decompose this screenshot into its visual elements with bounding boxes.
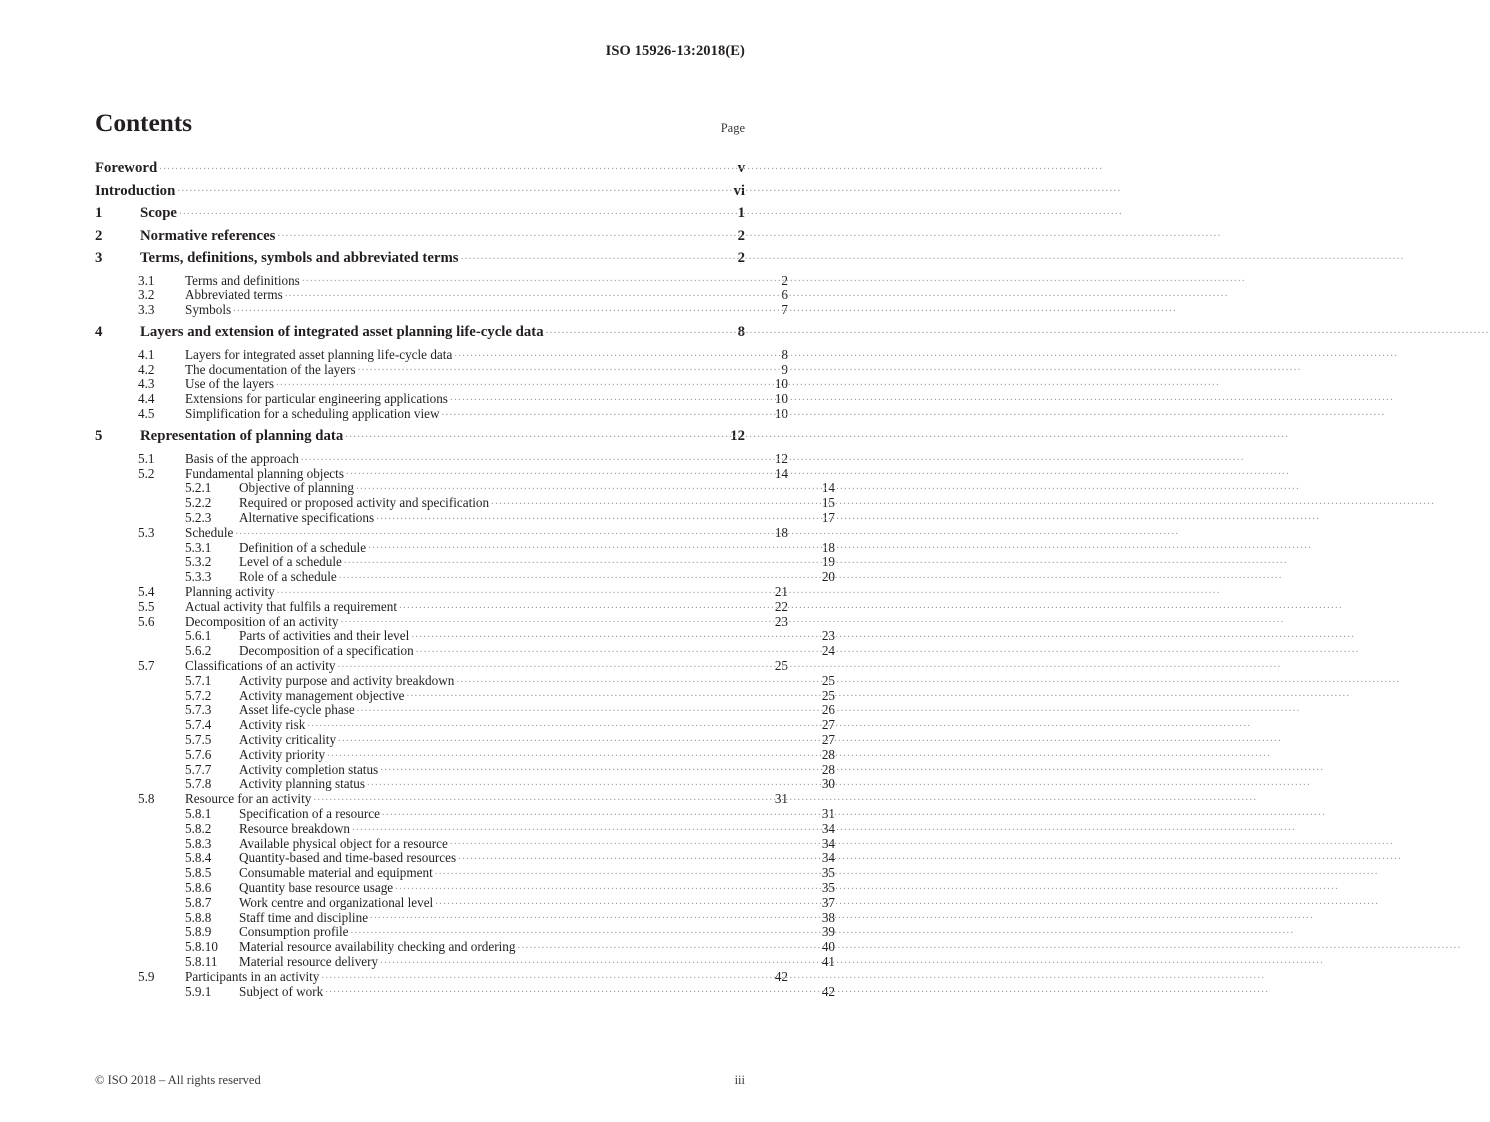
toc-entry-title: Fundamental planning objects [185,465,344,481]
toc-entry-page: 26 [821,702,835,718]
toc-dot-leader [411,624,815,640]
toc-entry-number: 5.9 [138,968,155,984]
toc-dot-leader [301,447,768,463]
toc-dot-leader [179,201,725,217]
toc-dot-leader [340,610,768,626]
toc-dot-leader [321,965,768,981]
toc-entry-number: 4.5 [138,406,155,422]
toc-entry-page: 30 [821,776,835,792]
toc-entry-page: 27 [821,717,835,733]
toc-entry-number: 5 [95,428,103,445]
toc-entry-title: Required or proposed activity and specification [239,495,490,511]
toc-entry-number: 1 [95,205,103,221]
toc-dot-leader [276,372,768,388]
toc-entry-title: Objective of planning [239,480,354,496]
toc-dot-leader [461,246,725,262]
toc-entry-number: 5.7.4 [185,717,212,733]
copyright-notice: © ISO 2018 – All rights reserved [95,1073,261,1087]
toc-dot-leader [442,402,768,418]
toc-entry-page: 15 [821,495,835,511]
toc-entry-title: Introduction [95,182,176,199]
toc-entry-page: 31 [774,791,788,807]
toc-dot-leader [450,832,815,848]
toc-entry-title: Available physical object for a resource [239,835,448,851]
toc-entry-title: Activity priority [239,746,326,762]
toc-entry-number: 5.6.1 [185,628,212,644]
toc-entry-page: 19 [821,554,835,570]
toc-entry-title: Resource for an activity [185,791,312,807]
toc-dot-leader [456,669,815,685]
toc-entry-page: 21 [774,584,788,600]
toc-entry-page: 8 [737,324,745,341]
toc-entry-page: 14 [821,480,835,496]
toc-dot-leader [325,980,815,996]
toc-dot-leader [345,424,725,440]
toc-entry-number: 5.8 [138,791,155,807]
toc-entry[interactable] [95,447,788,466]
toc-dot-leader [313,787,768,803]
toc-dot-leader [435,861,815,877]
toc-entry-title: Activity purpose and activity breakdown [239,672,455,688]
toc-entry-number: 5.9.1 [185,983,212,999]
toc-entry-number: 3.2 [138,287,155,303]
page-title: Contents [95,108,192,137]
toc-entry-number: 5.6.2 [185,643,212,659]
toc-entry-page: 25 [774,658,788,674]
toc-entry-number: 5.3.1 [185,539,212,555]
toc-dot-leader [395,876,815,892]
toc-dot-leader [344,550,815,566]
toc-entry-number: 5.8.8 [185,909,212,925]
toc-entry-title: Material resource delivery [239,953,379,969]
toc-entry-title: Asset life-cycle phase [239,702,355,718]
toc-entry-title: Activity criticality [239,732,337,748]
toc-dot-leader [370,906,815,922]
toc-entry-number: 5.2.1 [185,480,212,496]
toc-dot-leader [327,743,815,759]
toc-entry-page: 34 [821,835,835,851]
toc-entry[interactable] [95,201,745,224]
toc-dot-leader [367,772,815,788]
toc-dot-leader [338,654,768,670]
page-number: iii [734,1073,745,1087]
toc-dot-leader [346,462,768,478]
toc-entry-title: Abbreviated terms [185,287,283,303]
document-footer [95,1073,745,1088]
toc-entry-title: Consumption profile [239,924,349,940]
toc-dot-leader [450,387,768,403]
toc-entry-title: Specification of a resource [239,806,380,821]
toc-entry-title: Classifications of an activity [185,658,336,674]
toc-entry-title: Participants in an activity [185,968,320,984]
toc-entry-title: Subject of work [239,983,324,999]
toc-entry-page: 9 [781,361,788,377]
toc-entry[interactable] [95,343,788,362]
toc-dot-leader [416,639,815,655]
toc-entry-page: 23 [774,613,788,629]
toc-dot-leader [351,920,815,936]
toc-entry-title: The documentation of the layers [185,361,356,377]
toc-entry-number: 5.2 [138,465,155,481]
toc-dot-leader [435,891,815,907]
toc-entry-page: 39 [821,924,835,940]
toc-entry[interactable] [95,179,745,202]
toc-dot-leader [458,846,815,862]
toc-entry-page: 2 [737,250,745,266]
toc-entry-page: 28 [821,761,835,777]
toc-entry-title: Actual activity that fulfils a requirement [185,598,398,614]
toc-entry-title: Definition of a schedule [239,539,367,555]
toc-dot-leader [358,358,768,374]
toc-entry-page: 40 [821,939,835,955]
toc-entry-number: 5.1 [138,450,155,466]
toc-entry-number: 5.5 [138,598,155,614]
toc-entry-title: Activity completion status [239,761,379,777]
toc-entry-page: 2 [781,272,788,288]
toc-entry-number: 5.2.3 [185,510,212,526]
toc-entry-number: 5.8.5 [185,865,212,881]
toc-entry-title: Work centre and organizational level [239,894,434,910]
toc-dot-leader [368,536,815,552]
table-of-contents [95,156,835,999]
toc-dot-leader [382,802,815,818]
toc-entry-title: Layers for integrated asset planning life-cycle data [185,346,453,362]
toc-dot-leader [399,595,768,611]
toc-entry-page: 10 [774,391,788,407]
toc-entry-page: 6 [781,287,788,303]
toc-entry-number: 5.8.3 [185,835,212,851]
toc-entry-number: 5.7.3 [185,702,212,718]
toc-entry-number: 4 [95,324,103,341]
toc-entry[interactable] [95,246,745,269]
toc-dot-leader [546,320,725,336]
toc-dot-leader [277,580,768,596]
toc-dot-leader [407,684,815,700]
toc-entry-page: 22 [774,598,788,614]
toc-entry-title: Role of a schedule [239,569,337,585]
toc-entry-page: 42 [821,983,835,999]
toc-entry-number: 4.4 [138,391,155,407]
toc-entry-title: Activity risk [239,717,306,733]
toc-entry-page: v [737,160,745,176]
toc-entry-page: 10 [774,376,788,392]
toc-entry-number: 5.6 [138,613,155,629]
toc-entry-title: Staff time and discipline [239,909,369,925]
toc-dot-leader [307,713,815,729]
toc-entry-title: Basis of the approach [185,450,299,466]
toc-entry-page: 25 [821,672,835,688]
toc-entry-number: 5.3.3 [185,569,212,585]
toc-entry[interactable] [95,269,788,288]
toc-dot-leader [302,269,768,285]
toc-entry-title: Schedule [185,524,234,540]
toc-entry-page: 31 [821,806,835,821]
toc-entry-title: Consumable material and equipment [239,865,433,881]
toc-entry-number: 5.8.4 [185,850,212,866]
toc-entry-page: 23 [821,628,835,644]
toc-entry-page: 20 [821,569,835,585]
toc-entry-title: Quantity base resource usage [239,879,394,895]
toc-entry-title: Terms, definitions, symbols and abbreviated terms [140,250,459,266]
toc-dot-leader [454,343,768,359]
toc-dot-leader [177,179,725,195]
toc-entry-page: 41 [821,953,835,969]
toc-entry-page: 25 [821,687,835,703]
toc-entry-page: 2 [737,227,745,244]
toc-entry-number: 5.7.1 [185,672,212,688]
toc-dot-leader [380,950,815,966]
toc-entry-number: 5.7.6 [185,746,212,762]
toc-entry-page: 18 [774,524,788,540]
toc-entry-title: Extensions for particular engineering applications [185,391,448,407]
toc-entry-number: 4.1 [138,346,155,362]
toc-entry-number: 5.8.2 [185,820,212,836]
toc-entry-title: Terms and definitions [185,272,300,288]
toc-dot-leader [517,935,815,951]
toc-entry-title: Planning activity [185,584,275,600]
toc-dot-leader [380,758,815,774]
toc-entry-title: Simplification for a scheduling application view [185,406,440,422]
toc-entry-number: 3 [95,250,103,266]
toc-entry-number: 5.8.1 [185,806,212,821]
toc-dot-leader [338,728,815,744]
toc-entry-number: 5.7.2 [185,687,212,703]
toc-entry-number: 5.8.7 [185,894,212,910]
toc-entry-title: Use of the layers [185,376,274,392]
toc-entry-title: Symbols [185,302,232,318]
toc-entry-number: 5.7 [138,658,155,674]
toc-entry-page: 28 [821,746,835,762]
toc-entry-title: Activity management objective [239,687,405,703]
toc-entry-page: 35 [821,879,835,895]
toc-entry[interactable] [95,224,745,247]
toc-entry-number: 5.8.6 [185,879,212,895]
toc-dot-leader [356,476,815,492]
toc-dot-leader [491,491,815,507]
toc-entry-page: 12 [774,450,788,466]
toc-dot-leader [159,156,725,172]
toc-entry-number: 4.2 [138,361,155,377]
toc-entry[interactable] [95,156,745,179]
toc-entry-number: 5.8.9 [185,924,212,940]
toc-entry-page: 10 [774,406,788,422]
toc-entry-page: vi [733,182,745,199]
toc-entry-title: Decomposition of an activity [185,613,339,629]
toc-entry[interactable] [95,320,745,343]
toc-entry-title: Scope [140,205,177,221]
toc-entry-title: Alternative specifications [239,510,375,526]
toc-entry-number: 3.3 [138,302,155,318]
toc-entry-number: 5.2.2 [185,495,212,511]
toc-entry-number: 4.3 [138,376,155,392]
toc-entry-title: Decomposition of a specification [239,643,414,659]
toc-entry-page: 37 [821,894,835,910]
toc-entry-title: Parts of activities and their level [239,628,410,644]
toc-entry-title: Layers and extension of integrated asset planning life-cycle data [140,324,544,341]
toc-entry-number: 3.1 [138,272,155,288]
toc-dot-leader [235,521,768,537]
toc-entry-number: 5.7.7 [185,761,212,777]
toc-entry-title: Activity planning status [239,776,366,792]
toc-entry-page: 38 [821,909,835,925]
toc-entry-number: 5.8.10 [185,939,218,955]
toc-entry-page: 8 [781,346,788,362]
toc-dot-leader [277,224,725,240]
toc-entry-number: 5.3.2 [185,554,212,570]
toc-dot-leader [352,817,815,833]
toc-entry-page: 24 [821,643,835,659]
toc-dot-leader [285,283,768,299]
toc-entry-number: 5.3 [138,524,155,540]
toc-entry-title: Foreword [95,160,158,176]
toc-entry-title: Normative references [140,227,276,244]
toc-entry-number: 5.7.5 [185,732,212,748]
toc-entry-page: 34 [821,850,835,866]
toc-entry-page: 42 [774,968,788,984]
toc-entry-title: Resource breakdown [239,820,350,836]
toc-entry-page: 35 [821,865,835,881]
toc-entry-number: 5.8.11 [185,953,218,969]
toc-entry-number: 2 [95,227,103,244]
toc-entry-page: 17 [821,510,835,526]
toc-entry-page: 12 [730,428,745,445]
toc-entry-page: 34 [821,820,835,836]
toc-entry-page: 14 [774,465,788,481]
toc-entry-title: Quantity-based and time-based resources [239,850,457,866]
toc-dot-leader [376,506,815,522]
toc-dot-leader [339,565,815,581]
toc-dot-leader [233,298,768,314]
toc-entry-number: 5.7.8 [185,776,212,792]
document-header-standard-reference: ISO 15926-13:2018(E) [605,43,745,59]
page-column-header: Page [720,121,745,135]
contents-title-row [95,108,745,142]
toc-entry-page: 7 [781,302,788,318]
toc-entry-title: Level of a schedule [239,554,342,570]
toc-entry-page: 27 [821,732,835,748]
toc-entry-number: 5.4 [138,584,155,600]
toc-entry-title: Representation of planning data [140,428,344,445]
toc-dot-leader [357,698,815,714]
toc-entry-page: 1 [737,205,745,221]
toc-entry[interactable] [95,424,745,447]
toc-entry-page: 18 [821,539,835,555]
toc-entry-title: Material resource availability checking and ordering [239,939,516,955]
